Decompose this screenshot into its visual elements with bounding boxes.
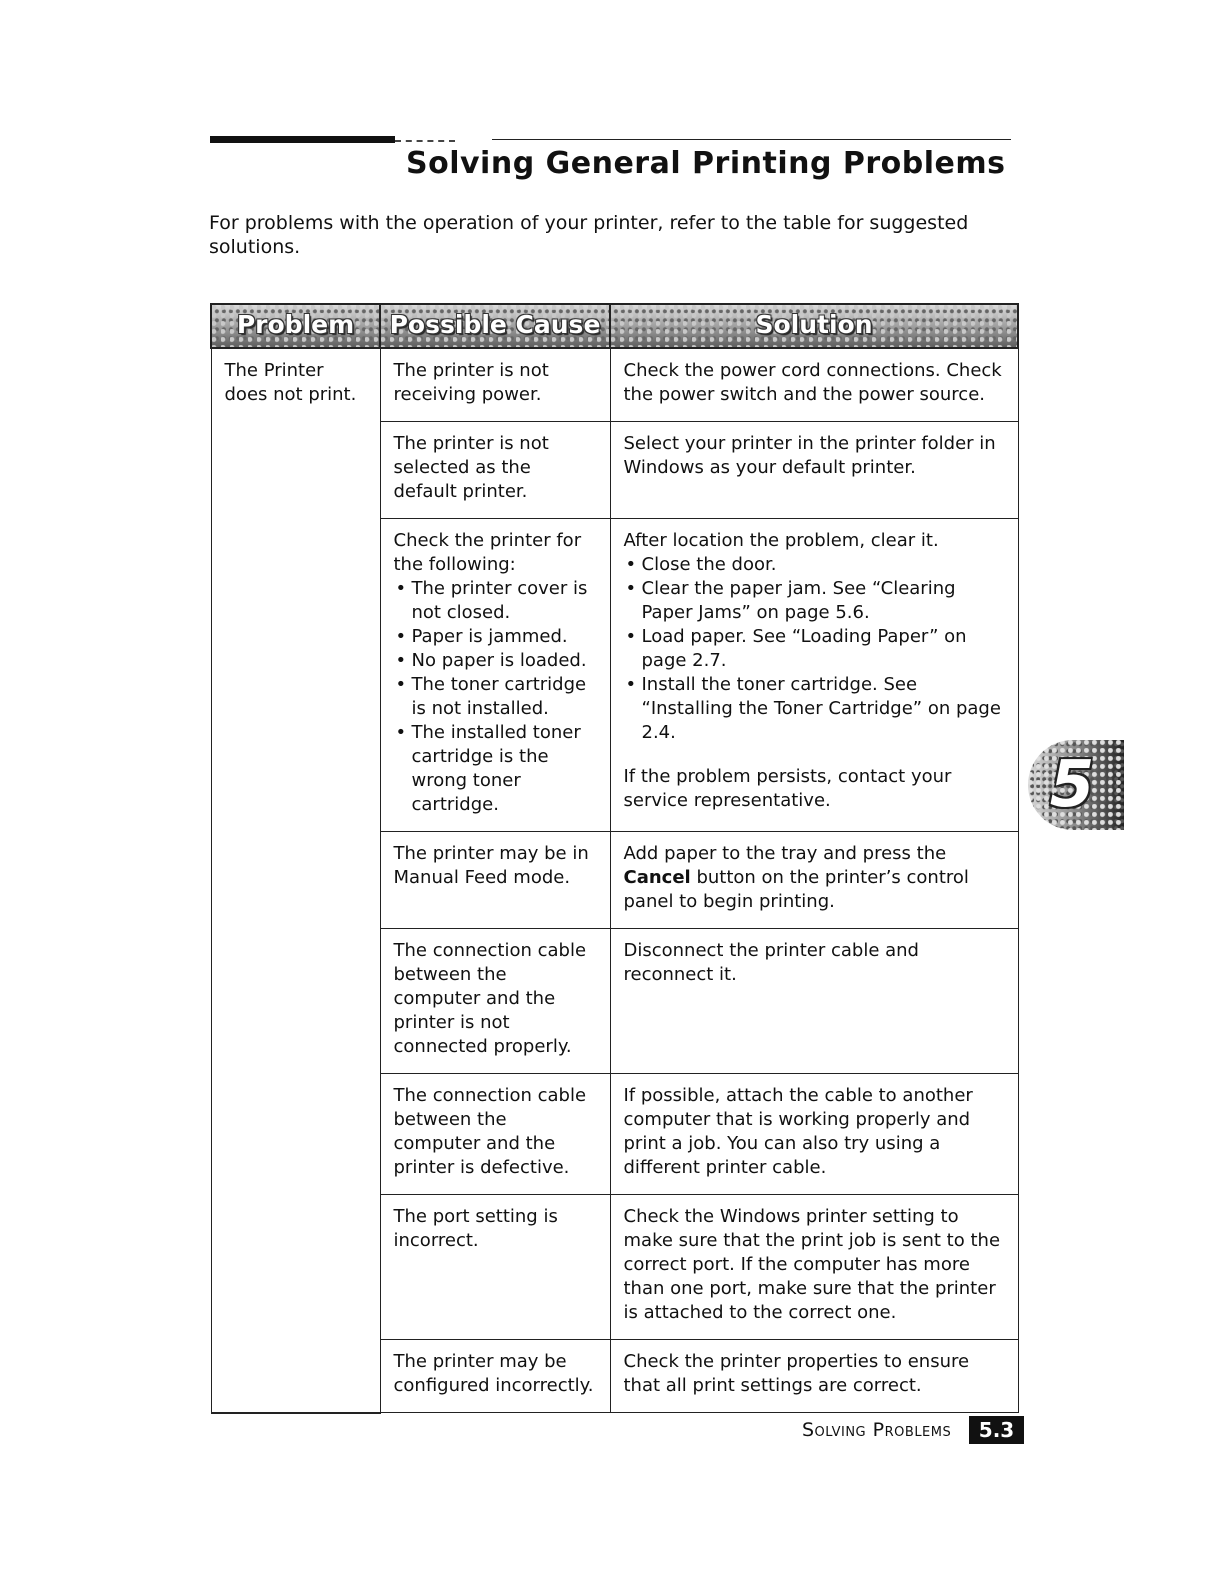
cause-cell [380,832,610,929]
cause-cell [380,519,610,832]
header-problem [211,304,380,348]
solution-text: Check the printer properties to ensure that all print settings are correct. [623,1351,970,1396]
cause-cell [380,422,610,519]
solution-cell [610,832,1018,929]
troubleshooting-table [210,303,1019,1414]
solution-cell [610,929,1018,1074]
list-item: • Load paper. See “Loading Paper” on page 2.7. [642,625,1006,673]
problem-text: The Printer does not print. [224,360,357,405]
cause-text: The printer may be configured incorrectly. [393,1351,594,1396]
solution-cell [610,519,1018,832]
cause-text: The connection cable between the computer and the printer is not connected properly. [393,940,587,1057]
list-item: • The toner cartridge is not installed. [412,673,598,721]
cause-text: The printer is not receiving power. [393,360,549,405]
chapter-number: 5 [1049,748,1095,822]
solution-text: Check the power cord connections. Check the power switch and the power source. [623,360,1002,405]
intro-paragraph: For problems with the operation of your printer, refer to the table for suggested solutions. [209,212,969,258]
list-item: • No paper is loaded. [412,649,598,673]
solution-cell [610,1074,1018,1195]
footer-section-label: Solving Problems [802,1419,952,1441]
solution-text-after: button on the printer’s control panel to begin printing. [623,867,969,912]
table-header-row [211,304,1018,348]
chapter-tab [1028,740,1124,830]
cause-cell [380,1195,610,1340]
cause-cell [380,1340,610,1413]
list-item: • Close the door. [642,553,1006,577]
solution-text: Check the Windows printer setting to make sure that the print job is sent to the correct port. If the computer has more than one port, make sure that the printer is attached to the correct one. [623,1206,1001,1323]
header-problem-label: Problem [236,309,355,339]
cause-text: The port setting is incorrect. [393,1206,558,1251]
header-rule-thin [492,139,1011,140]
table-row [211,348,1018,422]
header-possible-cause [380,304,610,348]
cause-text: The printer may be in Manual Feed mode. [393,843,589,888]
solution-cell [610,1195,1018,1340]
header-solution-label: Solution [755,309,873,339]
solution-cell [610,348,1018,422]
problem-cell [211,348,380,1413]
solution-text-before: Add paper to the tray and press the [623,843,947,864]
list-item: • Paper is jammed. [412,625,598,649]
solution-cell [610,422,1018,519]
cause-cell [380,1074,610,1195]
header-rule-dash [395,140,455,142]
list-item: • The installed toner cartridge is the wrong toner cartridge. [412,721,598,817]
solution-text: Select your printer in the printer folder in Windows as your default printer. [623,433,996,478]
header-cause-label: Possible Cause [389,309,601,339]
header-rule-thick [210,136,395,143]
cause-checklist [394,577,598,817]
list-item: • The printer cover is not closed. [412,577,598,625]
page-number-badge: 5.3 [969,1416,1024,1444]
cause-cell [380,348,610,422]
header-solution [610,304,1018,348]
cause-cell [380,929,610,1074]
cause-intro: Check the printer for the following: [393,530,582,575]
page-title: Solving General Printing Problems [406,146,1006,181]
cause-text: The connection cable between the computer and the printer is defective. [393,1085,587,1178]
solution-note: If the problem persists, contact your service representative. [623,766,952,811]
list-item: • Clear the paper jam. See “Clearing Paper Jams” on page 5.6. [642,577,1006,625]
cancel-button-label: Cancel [623,867,691,888]
solution-intro: After location the problem, clear it. [623,530,939,551]
list-item: • Install the toner cartridge. See “Installing the Toner Cartridge” on page 2.4. [642,673,1006,745]
solution-steps [624,553,1006,745]
solution-cell [610,1340,1018,1413]
solution-text: Disconnect the printer cable and reconnect it. [623,940,919,985]
cause-text: The printer is not selected as the default printer. [393,433,549,502]
solution-text: If possible, attach the cable to another computer that is working properly and print a job. You can also try using a different printer cable. [623,1085,973,1178]
